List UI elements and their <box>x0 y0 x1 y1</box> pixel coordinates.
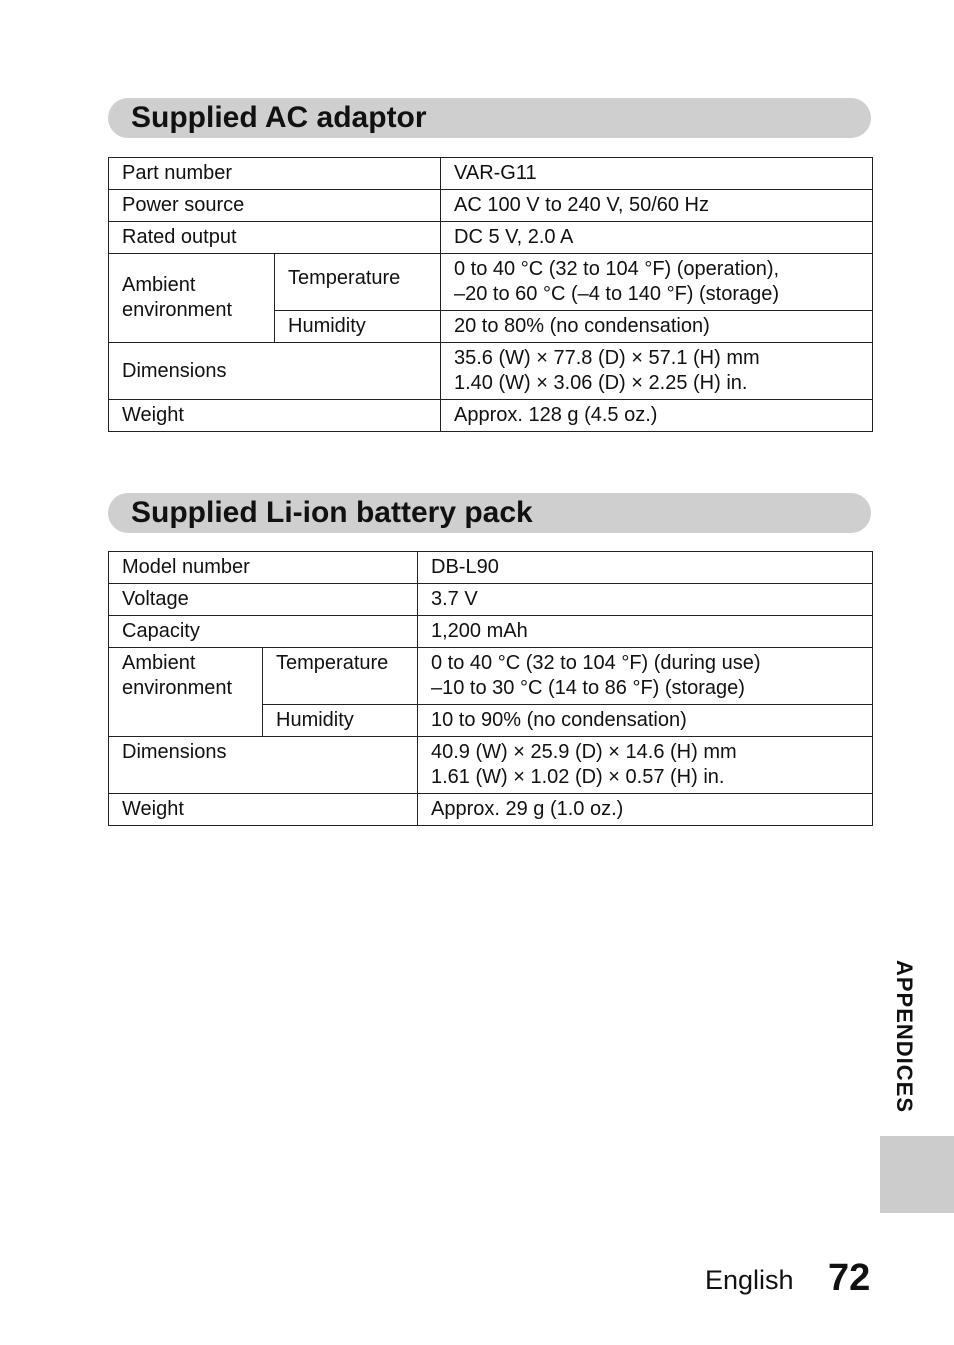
ac-adaptor-spec-table <box>108 157 873 432</box>
spec-sublabel: Temperature <box>263 648 418 705</box>
spec-label: Model number <box>109 552 418 584</box>
spec-value-line: 40.9 (W) × 25.9 (D) × 14.6 (H) mm <box>431 741 737 763</box>
footer-language: English <box>705 1265 794 1295</box>
spec-value: VAR-G11 <box>441 158 873 190</box>
table-row <box>109 616 873 648</box>
spec-label: Dimensions <box>109 737 418 794</box>
spec-value: 3.7 V <box>418 584 873 616</box>
spec-value-line: 1.40 (W) × 3.06 (D) × 2.25 (H) in. <box>454 372 748 394</box>
spec-sublabel: Temperature <box>275 254 441 311</box>
spec-label: Rated output <box>109 222 441 254</box>
spec-value-line: 35.6 (W) × 77.8 (D) × 57.1 (H) mm <box>454 347 760 369</box>
spec-value: AC 100 V to 240 V, 50/60 Hz <box>441 190 873 222</box>
spec-sublabel: Humidity <box>263 705 418 737</box>
spec-value: Approx. 29 g (1.0 oz.) <box>418 794 873 826</box>
spec-label: Part number <box>109 158 441 190</box>
spec-value: 10 to 90% (no condensation) <box>418 705 873 737</box>
table-row <box>109 584 873 616</box>
spec-label: Weight <box>109 400 441 432</box>
table-row <box>109 190 873 222</box>
spec-value: Approx. 128 g (4.5 oz.) <box>441 400 873 432</box>
spec-label: Weight <box>109 794 418 826</box>
page-number: 72 <box>828 1257 871 1299</box>
spec-value: DB-L90 <box>418 552 873 584</box>
spec-label: Ambient environment <box>109 648 263 737</box>
battery-pack-spec-table <box>108 551 873 826</box>
table-row <box>109 794 873 826</box>
spec-value: 1,200 mAh <box>418 616 873 648</box>
spec-value <box>441 343 873 400</box>
spec-value-line: 0 to 40 °C (32 to 104 °F) (during use) <box>431 652 761 674</box>
spec-value <box>441 254 873 311</box>
table-row <box>109 254 873 311</box>
table-row <box>109 737 873 794</box>
spec-value: DC 5 V, 2.0 A <box>441 222 873 254</box>
section-title-ac-adaptor: Supplied AC adaptor <box>108 98 871 138</box>
spec-value-line: 0 to 40 °C (32 to 104 °F) (operation), <box>454 258 780 280</box>
spec-label: Capacity <box>109 616 418 648</box>
spec-value-line: 1.61 (W) × 1.02 (D) × 0.57 (H) in. <box>431 766 725 788</box>
section-title-battery-pack: Supplied Li-ion battery pack <box>108 493 871 533</box>
spec-value-line: –20 to 60 °C (–4 to 140 °F) (storage) <box>454 283 780 305</box>
table-row <box>109 222 873 254</box>
spec-label: Ambient environment <box>109 254 275 343</box>
spec-value <box>418 648 873 705</box>
table-row <box>109 158 873 190</box>
spec-value-line: –10 to 30 °C (14 to 86 °F) (storage) <box>431 677 745 699</box>
side-tab-label: APPENDICES <box>892 960 917 1114</box>
table-row <box>109 343 873 400</box>
side-tab-block <box>880 1136 954 1213</box>
spec-label: Dimensions <box>109 343 441 400</box>
spec-value: 20 to 80% (no condensation) <box>441 311 873 343</box>
spec-sublabel: Humidity <box>275 311 441 343</box>
spec-label: Power source <box>109 190 441 222</box>
table-row <box>109 400 873 432</box>
spec-label: Voltage <box>109 584 418 616</box>
table-row <box>109 648 873 705</box>
spec-value <box>418 737 873 794</box>
table-row <box>109 552 873 584</box>
